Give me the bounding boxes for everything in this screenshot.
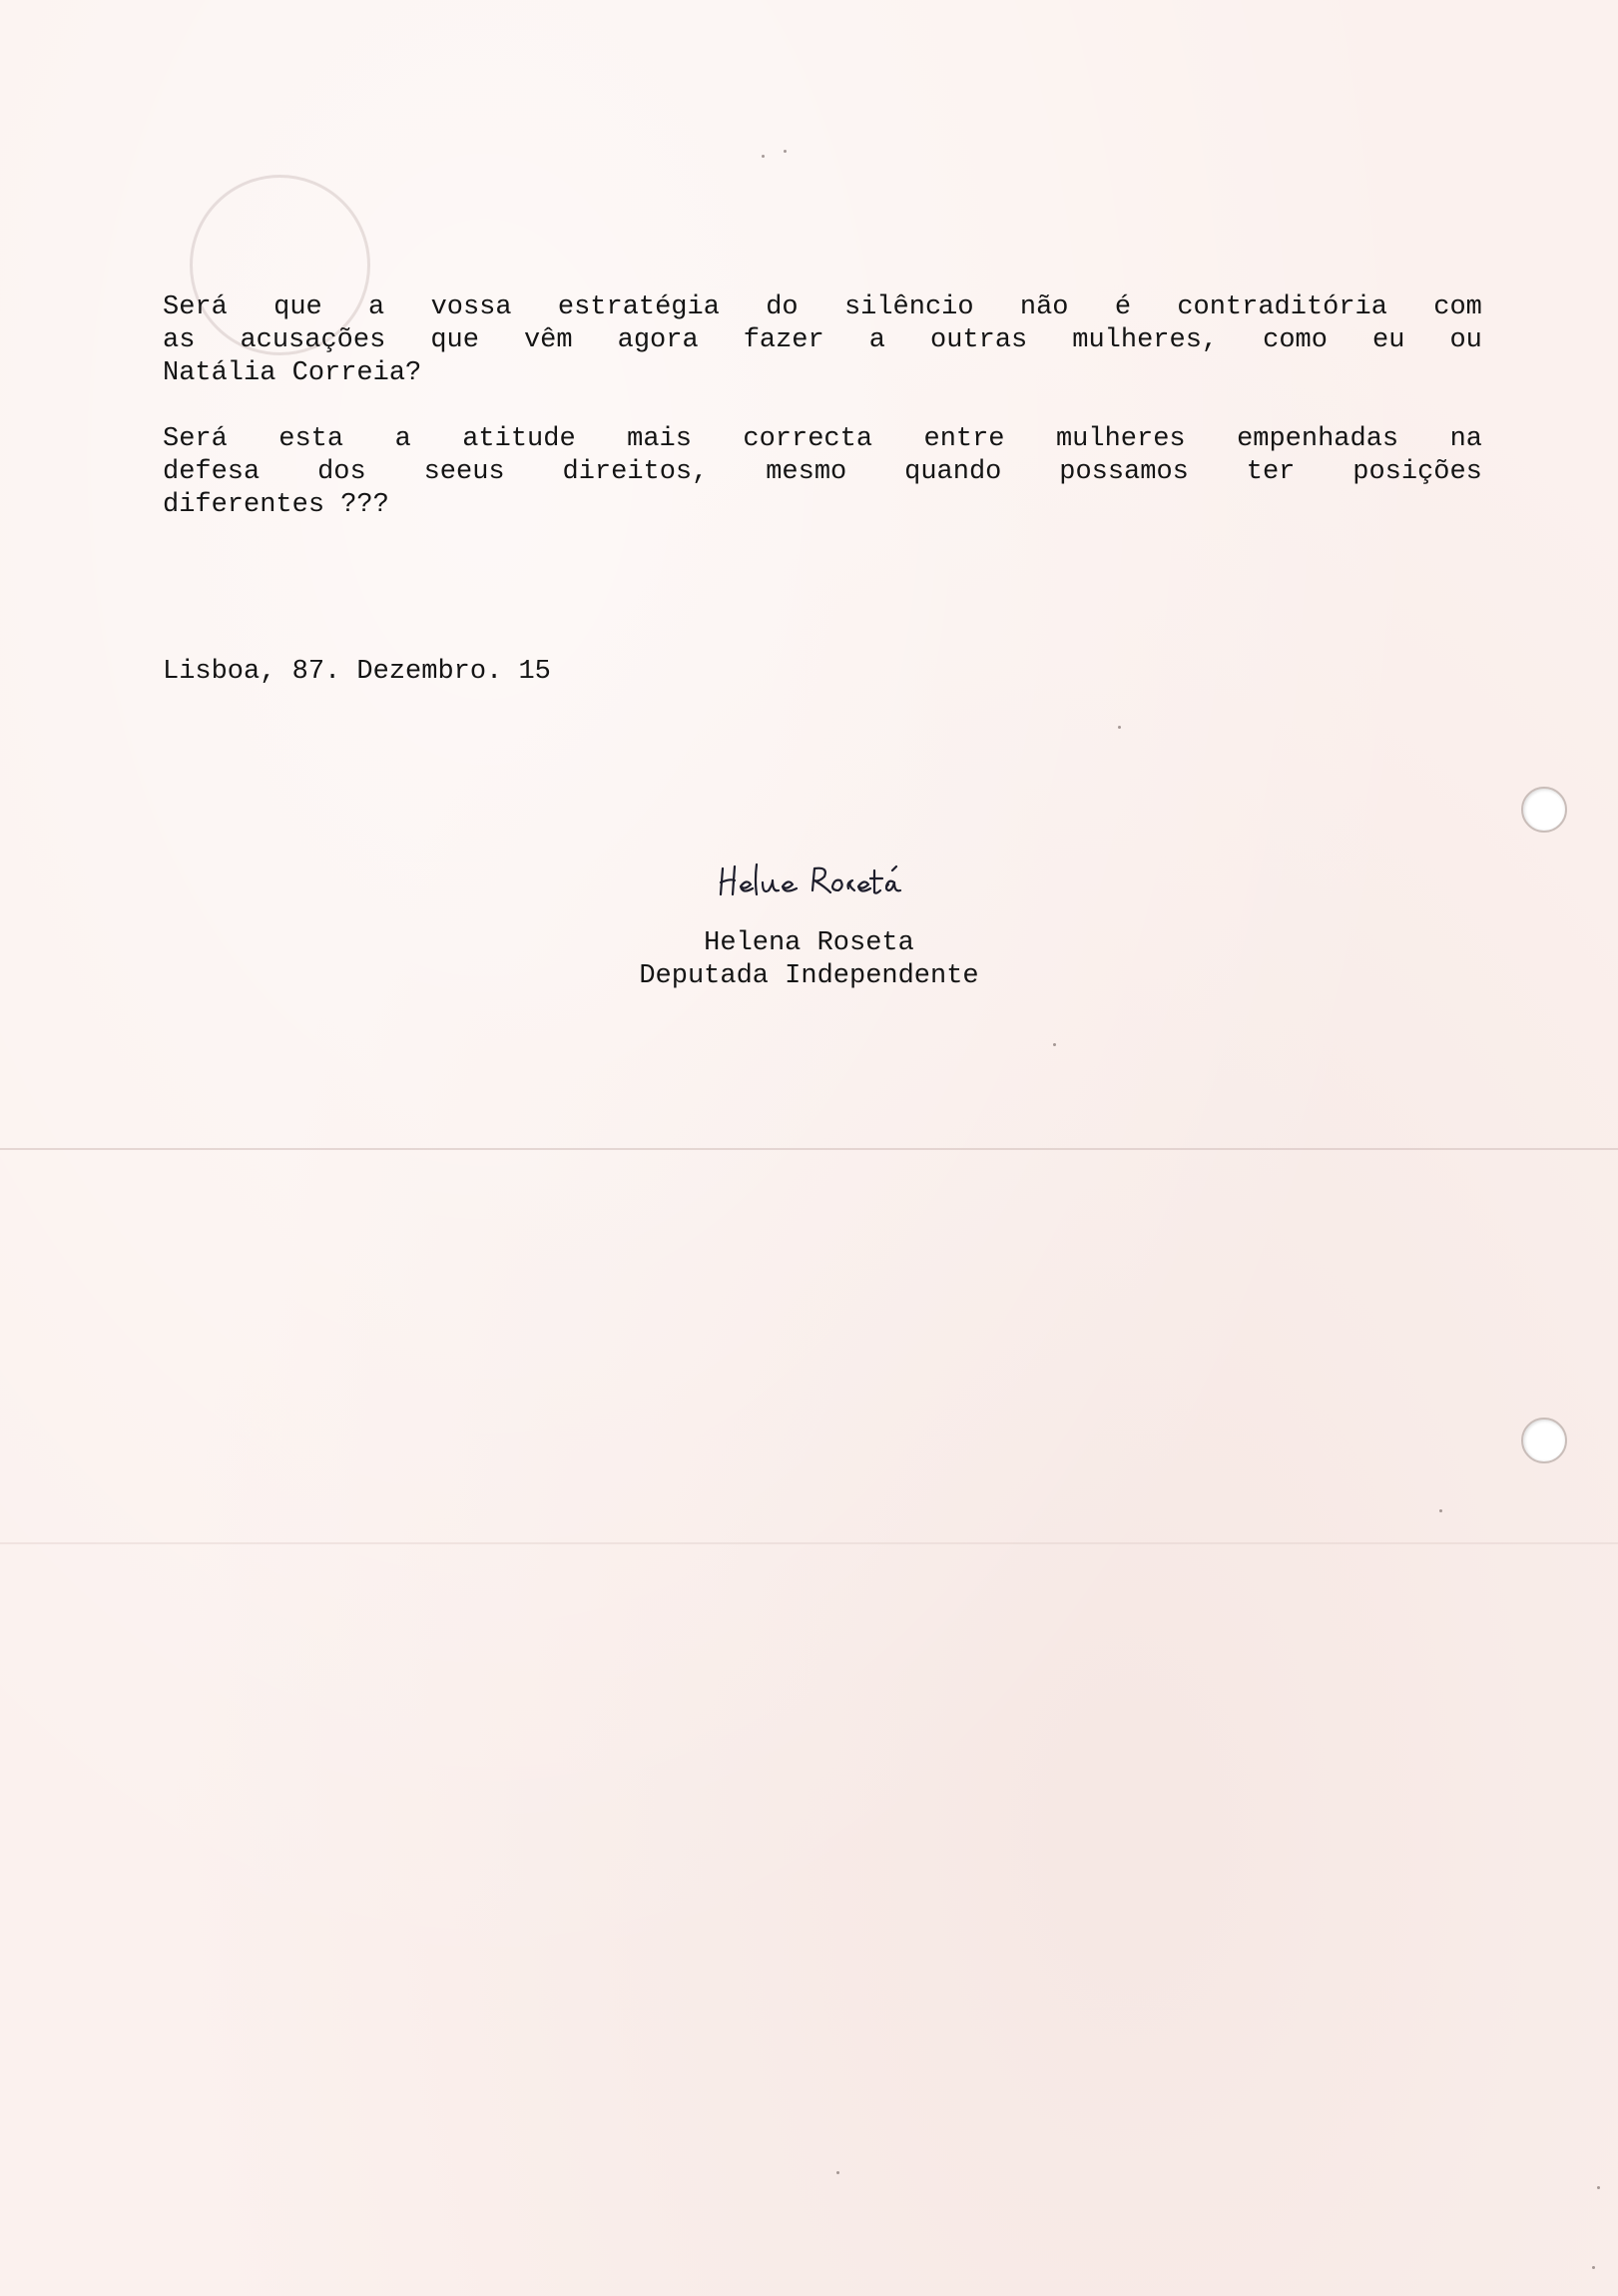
word: eu xyxy=(1372,325,1405,355)
paper-speck xyxy=(1118,726,1121,729)
word: na xyxy=(1449,424,1482,454)
paper-fold-line xyxy=(0,1148,1618,1150)
word: que xyxy=(273,292,322,322)
word: vêm xyxy=(523,325,573,355)
word: é xyxy=(1114,292,1132,322)
word: não xyxy=(1019,292,1069,322)
punch-hole-top xyxy=(1521,787,1567,833)
word: correcta xyxy=(743,424,873,454)
paragraph-2-line-3: diferentes ??? xyxy=(163,490,389,520)
handwritten-signature xyxy=(717,861,906,900)
bleed-through-block-top xyxy=(115,554,1013,664)
word: com xyxy=(1433,292,1482,322)
paper-speck xyxy=(784,150,787,153)
paper-speck xyxy=(1439,1509,1442,1512)
punch-hole-bottom xyxy=(1521,1418,1567,1463)
word: silêncio xyxy=(843,292,974,322)
word: mulheres, xyxy=(1072,325,1219,355)
word: a xyxy=(394,424,411,454)
word: fazer xyxy=(743,325,824,355)
word: esta xyxy=(278,424,344,454)
word: agora xyxy=(617,325,699,355)
word: Será xyxy=(163,424,228,454)
word: seeus xyxy=(423,457,505,487)
date-line: Lisboa, 87. Dezembro. 15 xyxy=(163,657,551,687)
word: possamos xyxy=(1059,457,1189,487)
word: acusações xyxy=(240,325,386,355)
signer-title: Deputada Independente xyxy=(639,961,979,991)
word: entre xyxy=(923,424,1005,454)
word: estratégia xyxy=(557,292,720,322)
paper-speck xyxy=(1592,2266,1595,2269)
word: mais xyxy=(627,424,692,454)
word: contraditória xyxy=(1177,292,1387,322)
word: defesa xyxy=(163,457,261,487)
word: como xyxy=(1263,325,1328,355)
word: que xyxy=(430,325,479,355)
word: Será xyxy=(163,292,228,322)
word: as xyxy=(163,325,196,355)
paragraph-1-line-3: Natália Correia? xyxy=(163,358,422,388)
paragraph-2-line-1 xyxy=(163,423,1482,456)
word: vossa xyxy=(430,292,512,322)
word: a xyxy=(368,292,385,322)
word: direitos, xyxy=(562,457,709,487)
word: do xyxy=(766,292,799,322)
word: outras xyxy=(930,325,1028,355)
word: mesmo xyxy=(766,457,847,487)
word: mulheres xyxy=(1055,424,1186,454)
signer-name: Helena Roseta xyxy=(704,928,914,958)
word: posições xyxy=(1352,457,1482,487)
word: quando xyxy=(904,457,1002,487)
word: dos xyxy=(317,457,366,487)
paper-speck xyxy=(1053,1043,1056,1046)
paper-speck xyxy=(762,155,765,158)
paragraph-2-line-2 xyxy=(163,456,1482,489)
paper-speck xyxy=(1597,2186,1600,2189)
word: atitude xyxy=(462,424,576,454)
paragraph-1-line-2 xyxy=(163,324,1482,357)
paragraph-1-line-1 xyxy=(163,291,1482,324)
word: ou xyxy=(1449,325,1482,355)
word: empenhadas xyxy=(1237,424,1399,454)
word: a xyxy=(868,325,885,355)
paper-fold-line xyxy=(0,1542,1618,1544)
paper-speck xyxy=(836,2171,839,2174)
word: ter xyxy=(1246,457,1296,487)
